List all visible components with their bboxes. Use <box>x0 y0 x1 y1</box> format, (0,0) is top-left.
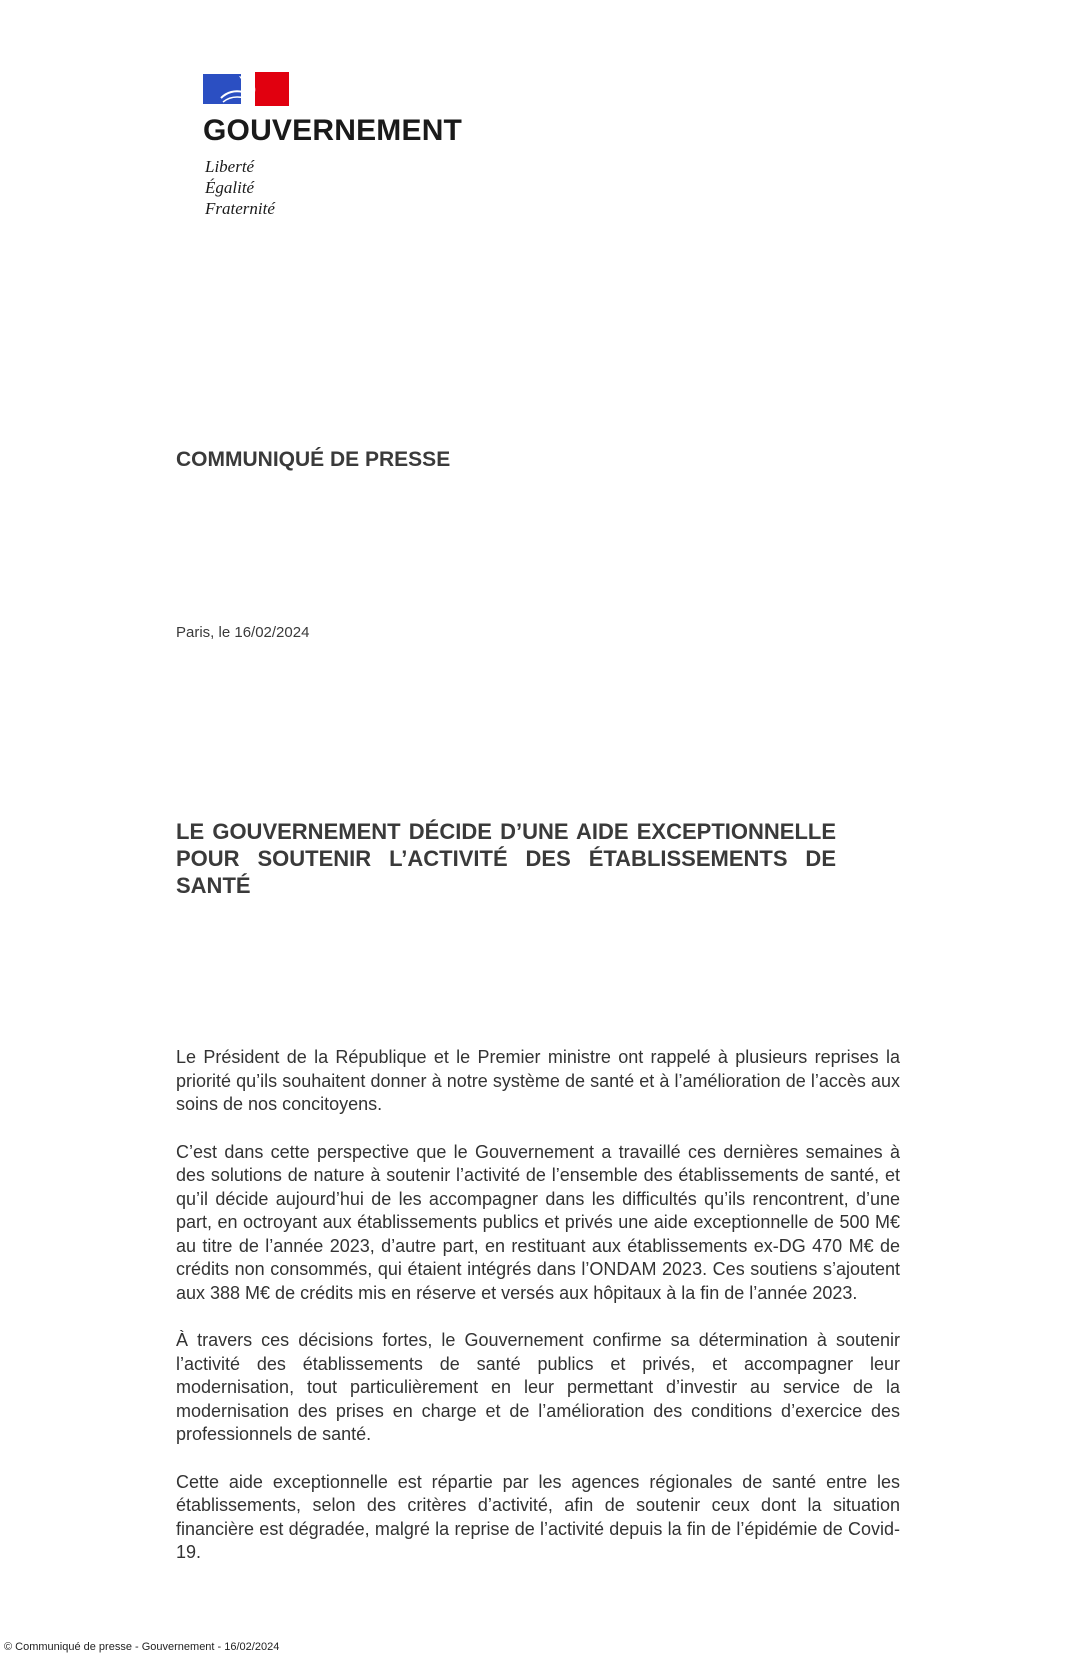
document-type: COMMUNIQUÉ DE PRESSE <box>176 448 451 471</box>
headline: LE GOUVERNEMENT DÉCIDE D’UNE AIDE EXCEPTIONNELLE POUR SOUTENIR L’ACTIVITÉ DES ÉTABLISSEMENTS DE SANTÉ <box>176 819 836 898</box>
motto-fraternite: Fraternité <box>205 199 275 218</box>
paragraph-2: C’est dans cette perspective que le Gouvernement a travaillé ces dernières semaines à des solutions de nature à soutenir l’activité de l’ensemble des établissements de santé, et qu’il décide aujourd’hui de les accompagner dans les difficultés qu’ils rencontrent, d’une part, en octroyant aux établissements publics et privés une aide exceptionnelle de 500 M€ au titre de l’année 2023, d’autre part, en restituant aux établissements ex-DG 470 M€ de crédits non consommés, qui étaient intégrés dans l’ONDAM 2023. Ces soutiens s’ajoutent aux 388 M€ de crédits mis en réserve et versés aux hôpitaux à la fin de l’année 2023. <box>176 1141 900 1303</box>
paragraph-3: À travers ces décisions fortes, le Gouvernement confirme sa détermination à soutenir l’activité des établissements de santé publics et privés, et accompagner leur modernisation, tout particulièrement en leur permettant d’investir au service de la modernisation des prises en charge et de l’amélioration des conditions d’exercice des professionnels de santé. <box>176 1330 900 1444</box>
image-caption: © Communiqué de presse - Gouvernement - 16/02/2024 <box>4 1641 280 1653</box>
marianne-flag-icon <box>203 72 289 106</box>
paragraph-4: Cette aide exceptionnelle est répartie par les agences régionales de santé entre les établissements, selon des critères d’activité, afin de soutenir ceux dont la situation financière est dégradée, malgré la reprise de l’activité depuis la fin de l’épidémie de Covid-19. <box>176 1471 900 1562</box>
government-logo <box>203 72 462 219</box>
government-name: GOUVERNEMENT <box>203 114 463 147</box>
motto-egalite: Égalité <box>205 178 255 197</box>
date-line: Paris, le 16/02/2024 <box>176 624 310 641</box>
motto-liberte: Liberté <box>205 157 255 176</box>
republic-motto <box>205 156 462 219</box>
press-release-body <box>176 1046 900 1589</box>
paragraph-1: Le Président de la République et le Premier ministre ont rappelé à plusieurs reprises la priorité qu’ils souhaitent donner à notre système de santé et à l’amélioration de l’accès aux soins de nos concitoyens. <box>176 1047 900 1114</box>
